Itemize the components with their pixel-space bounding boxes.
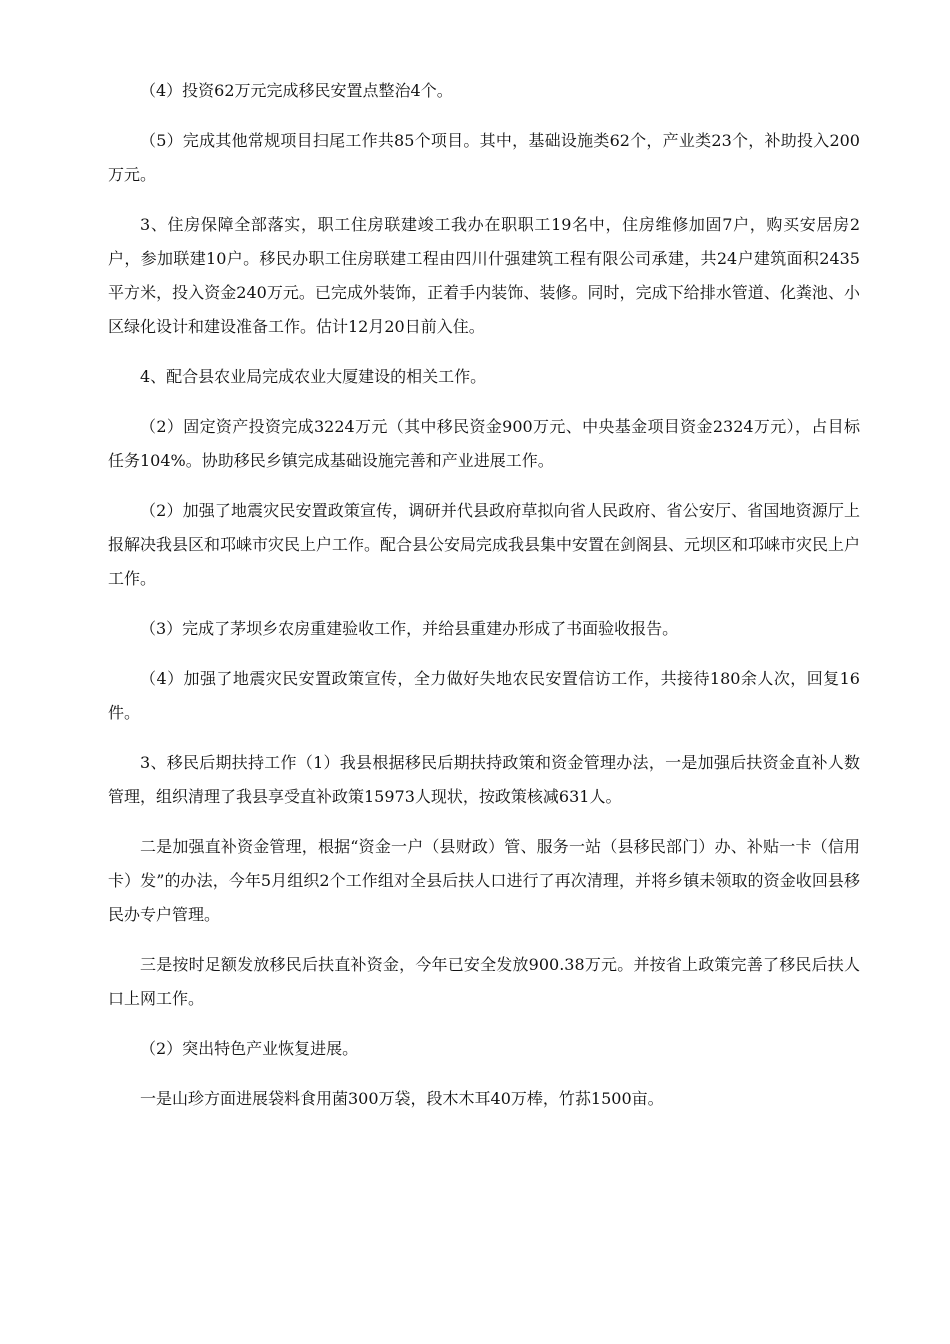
document-body	[108, 74, 860, 1132]
paragraph: （5）完成其他常规项目扫尾工作共85个项目。其中，基础设施类62个，产业类23个，补助投入200万元。	[108, 131, 860, 184]
paragraph: 4、配合县农业局完成农业大厦建设的相关工作。	[140, 367, 487, 386]
paragraph: （2）加强了地震灾民安置政策宣传，调研并代县政府草拟向省人民政府、省公安厅、省国地资源厅上报解决我县区和邛崃市灾民上户工作。配合县公安局完成我县集中安置在剑阁县、元坝区和邛崃市灾民上户工作。	[108, 501, 861, 588]
paragraph: 三是按时足额发放移民后扶直补资金，今年已安全发放900.38万元。并按省上政策完善了移民后扶人口上网工作。	[108, 955, 860, 1008]
paragraph: 一是山珍方面进展袋料食用菌300万袋，段木木耳40万棒，竹荪1500亩。	[140, 1089, 664, 1108]
paragraph: （3）完成了茅坝乡农房重建验收工作，并给县重建办形成了书面验收报告。	[140, 619, 679, 638]
paragraph: （4）投资62万元完成移民安置点整治4个。	[140, 81, 453, 100]
paragraph: 3、移民后期扶持工作（1）我县根据移民后期扶持政策和资金管理办法，一是加强后扶资金直补人数管理，组织清理了我县享受直补政策15973人现状，按政策核减631人。	[108, 753, 860, 806]
paragraph: 二是加强直补资金管理，根据“资金一户（县财政）管、服务一站（县移民部门）办、补贴一卡（信用卡）发”的办法，今年5月组织2个工作组对全县后扶人口进行了再次清理，并将乡镇未领取的资金收回县移民办专户管理。	[108, 837, 860, 924]
paragraph: （4）加强了地震灾民安置政策宣传，全力做好失地农民安置信访工作，共接待180余人次，回复16件。	[108, 669, 860, 722]
paragraph: （2）突出特色产业恢复进展。	[140, 1039, 359, 1058]
paragraph: （2）固定资产投资完成3224万元（其中移民资金900万元、中央基金项目资金2324万元），占目标任务104%。协助移民乡镇完成基础设施完善和产业进展工作。	[108, 417, 860, 470]
paragraph: 3、住房保障全部落实，职工住房联建竣工我办在职职工19名中，住房维修加固7户，购买安居房2户，参加联建10户。移民办职工住房联建工程由四川什强建筑工程有限公司承建，共24户建筑面积2435平方米，投入资金240万元。已完成外装饰，正着手内装饰、装修。同时，完成下给排水管道、化粪池、小区绿化设计和建设准备工作。估计12月20日前入住。	[108, 215, 860, 336]
